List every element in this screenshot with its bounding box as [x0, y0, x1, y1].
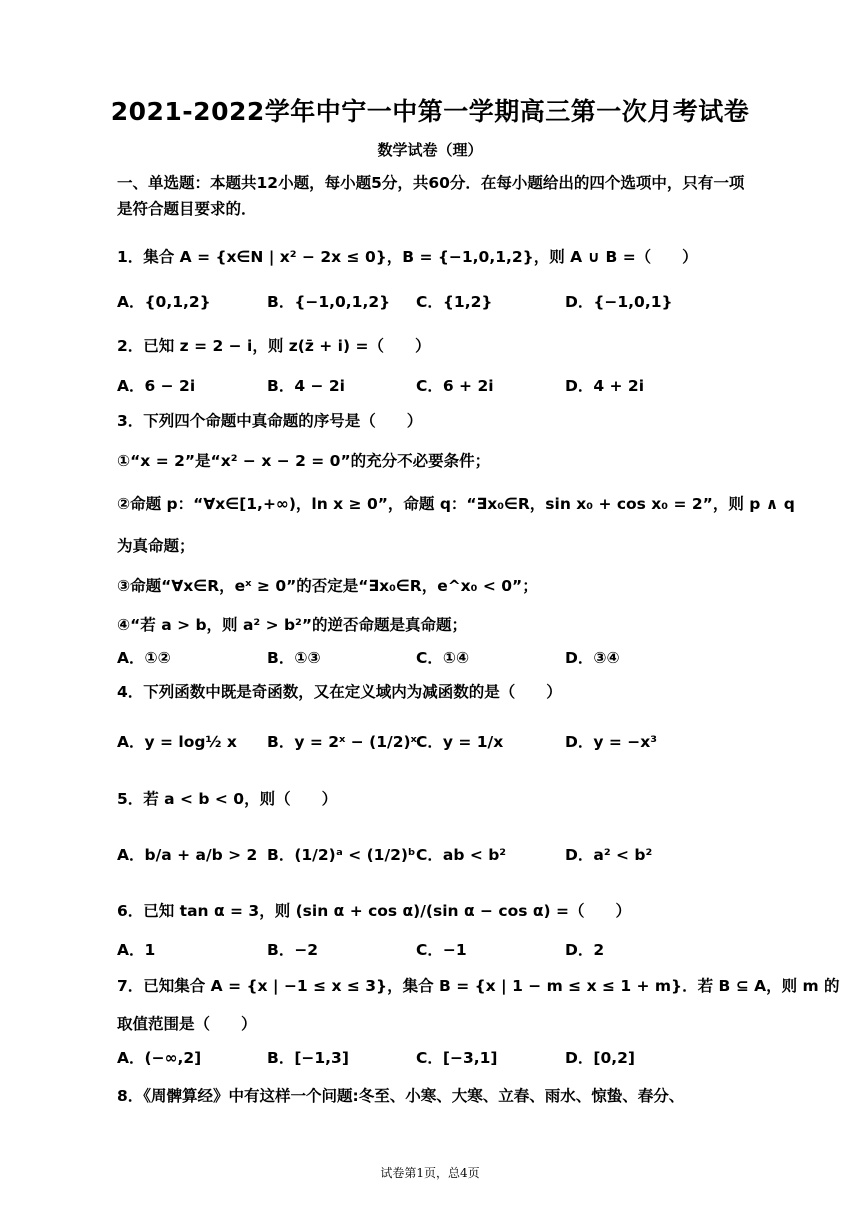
question-7-stem: 7．已知集合 A = {x | −1 ≤ x ≤ 3}，集合 B = {x | 1 − m ≤ x ≤ 1 + m}．若 B ⊆ A，则 m 的	[117, 977, 840, 995]
question-3-stem: 3．下列四个命题中真命题的序号是（ ）	[117, 412, 423, 430]
q6-option-c: C．−1	[416, 941, 467, 959]
q3-option-a: A．①②	[117, 649, 171, 667]
q3-statement-3: ③命题“∀x∈R，eˣ ≥ 0”的否定是“∃x₀∈R，e^x₀ < 0”；	[117, 577, 538, 595]
q5-option-c: C．ab < b²	[416, 846, 507, 864]
question-2-stem: 2．已知 z = 2 − i，则 z(z̄ + i) =（ ）	[117, 337, 431, 355]
q1-option-c: C．{1,2}	[416, 293, 493, 311]
question-7-stem-cont: 取值范围是（ ）	[117, 1015, 257, 1033]
exam-subtitle: 数学试卷（理）	[377, 141, 483, 159]
q7-option-a: A．(−∞,2]	[117, 1049, 202, 1067]
question-5-stem: 5．若 a < b < 0，则（ ）	[117, 790, 338, 808]
q7-option-b: B．[−1,3]	[267, 1049, 349, 1067]
question-4-stem: 4．下列函数中既是奇函数，又在定义域内为减函数的是（ ）	[117, 683, 562, 701]
question-1-stem: 1．集合 A = {x∈N | x² − 2x ≤ 0}，B = {−1,0,1,2}，则 A ∪ B =（ ）	[117, 248, 698, 266]
q6-option-a: A．1	[117, 941, 156, 959]
q5-option-b: B．(1/2)ᵃ < (1/2)ᵇ	[267, 846, 416, 864]
q2-option-c: C．6 + 2i	[416, 377, 494, 395]
q5-option-d: D．a² < b²	[565, 846, 653, 864]
q4-option-d: D．y = −x³	[565, 733, 658, 751]
q3-option-c: C．①④	[416, 649, 470, 667]
q7-option-c: C．[−3,1]	[416, 1049, 498, 1067]
q1-option-d: D．{−1,0,1}	[565, 293, 673, 311]
q3-option-d: D．③④	[565, 649, 620, 667]
exam-title: 2021-2022学年中宁一中第一学期高三第一次月考试卷	[110, 97, 750, 126]
section-heading: 一、单选题：本题共12小题，每小题5分，共60分．在每小题给出的四个选项中，只有一项是符合题目要求的．	[117, 174, 745, 219]
q3-statement-2-cont: 为真命题；	[117, 537, 195, 555]
q1-option-b: B．{−1,0,1,2}	[267, 293, 391, 311]
q3-statement-1: ①“x = 2”是“x² − x − 2 = 0”的充分不必要条件；	[117, 452, 491, 470]
page-footer: 试卷第1页，总4页	[380, 1166, 480, 1180]
q3-statement-2: ②命题 p：“∀x∈[1,+∞)，ln x ≥ 0”，命题 q：“∃x₀∈R，sin x₀ + cos x₀ = 2”，则 p ∧ q	[117, 495, 795, 513]
q6-option-d: D．2	[565, 941, 605, 959]
q4-option-c: C．y = 1/x	[416, 733, 504, 751]
q4-option-a: A．y = log½ x	[117, 733, 237, 751]
q7-option-d: D．[0,2]	[565, 1049, 635, 1067]
question-6-stem: 6．已知 tan α = 3，则 (sin α + cos α)/(sin α − cos α) =（ ）	[117, 902, 631, 920]
q2-option-a: A．6 − 2i	[117, 377, 196, 395]
q5-option-a: A．b/a + a/b > 2	[117, 846, 258, 864]
q3-statement-4: ④“若 a > b，则 a² > b²”的逆否命题是真命题；	[117, 616, 468, 634]
q2-option-b: B．4 − 2i	[267, 377, 345, 395]
q2-option-d: D．4 + 2i	[565, 377, 645, 395]
q3-option-b: B．①③	[267, 649, 321, 667]
q1-option-a: A．{0,1,2}	[117, 293, 211, 311]
q6-option-b: B．−2	[267, 941, 319, 959]
question-8-stem: 8．《周髀算经》中有这样一个问题:冬至、小寒、大寒、立春、雨水、惊蛰、春分、	[117, 1087, 685, 1105]
q4-option-b: B．y = 2ˣ − (1/2)ˣ	[267, 733, 417, 751]
